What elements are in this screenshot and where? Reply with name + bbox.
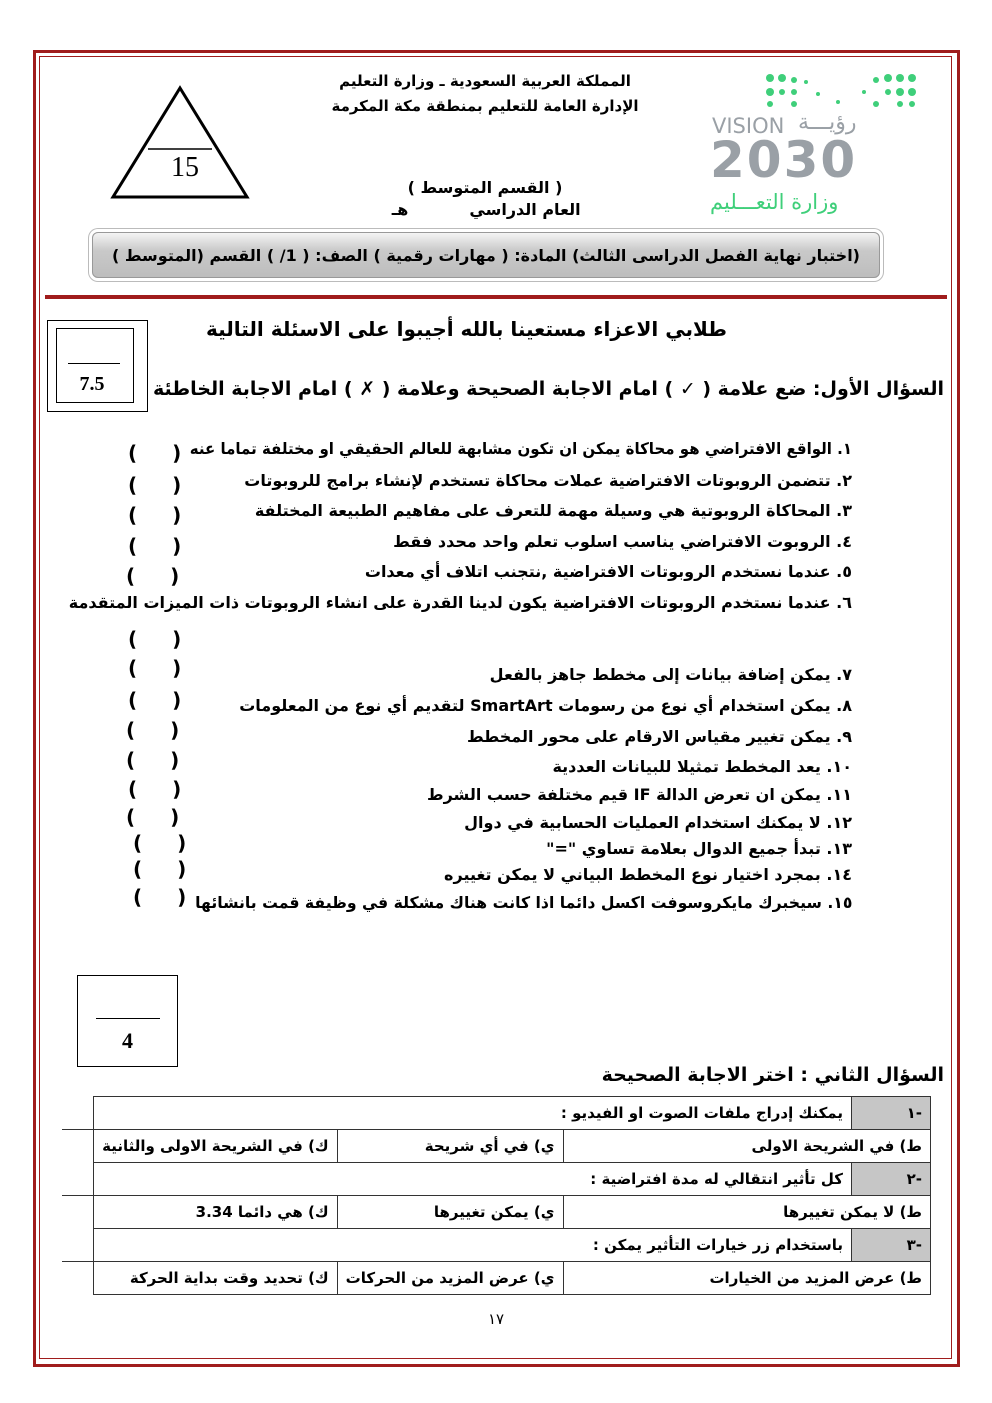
q1-item: ٧. يمكن إضافة بيانات إلى مخطط جاهز بالفعل	[489, 665, 852, 684]
page-number: ١٧	[487, 1310, 505, 1328]
q2-score-box	[77, 975, 178, 1067]
option-a[interactable]: ط) لا يمكن تغييرها	[563, 1196, 930, 1229]
options-row	[62, 1262, 931, 1295]
option-c[interactable]: ك) تحديد وقت بداية الحركة	[94, 1262, 338, 1295]
question-text: يمكنك إدراج ملفات الصوت او الفيديو :	[94, 1097, 852, 1130]
logo-ministry: وزارة التعـــليم	[710, 190, 839, 214]
year-suffix: هـ	[391, 200, 409, 219]
q1-item: ١٢. لا يمكنك استخدام العمليات الحسابية في دوال	[464, 813, 852, 832]
question-number: -١	[852, 1097, 931, 1130]
answer-parentheses[interactable]: ( )	[128, 777, 196, 801]
logo-ruya: رؤيـــة	[798, 110, 857, 135]
total-score: 15	[171, 152, 199, 183]
answer-parentheses[interactable]: ( )	[133, 857, 201, 881]
q1-title: السؤال الأول: ضع علامة ( ✓ ) امام الاجابة الصحيحة وعلامة ( ✗ ) امام الاجابة الخاطئة	[152, 378, 944, 400]
vision-2030-logo	[708, 70, 928, 220]
q1-item: ١٥. سيخبرك مايكروسوفت اكسل دائما اذا كانت هناك مشكلة في وظيفة قمت بانشائها	[194, 893, 852, 912]
exam-title-bar	[92, 232, 880, 278]
answer-parentheses[interactable]: ( )	[126, 805, 194, 829]
question-number: -٢	[852, 1163, 931, 1196]
answer-parentheses[interactable]: ( )	[126, 718, 194, 742]
answer-parentheses[interactable]: ( )	[128, 688, 196, 712]
year-label: العام الدراسي	[469, 200, 581, 219]
answer-parentheses[interactable]: ( )	[128, 627, 196, 651]
question-row	[62, 1229, 931, 1262]
q1-item: ١٣. تبدأ جميع الدوال بعلامة تساوي "="	[546, 839, 852, 858]
answer-parentheses[interactable]: ( )	[126, 748, 194, 772]
options-row	[62, 1196, 931, 1229]
option-b[interactable]: ي) في أي شريحة	[337, 1130, 563, 1163]
dots-icon	[708, 70, 928, 110]
option-c[interactable]: ك) هي دائما 3.34	[94, 1196, 338, 1229]
answer-parentheses[interactable]: ( )	[128, 656, 196, 680]
option-a[interactable]: ط) عرض المزيد من الخيارات	[563, 1262, 930, 1295]
logo-vision: VISION	[712, 114, 785, 138]
answer-parentheses[interactable]: ( )	[128, 473, 196, 497]
intro-text: طلابي الاعزاء مستعينا بالله أجيبوا على الاسئلة التالية	[205, 317, 727, 341]
q1-item: ٣. المحاكاة الروبوتية هي وسيلة مهمة للتعرف على مفاهيم الطبيعة المختلفة	[254, 501, 852, 520]
answer-parentheses[interactable]: ( )	[128, 441, 196, 465]
section-label: ( القسم المتوسط )	[407, 178, 563, 197]
header-line2: الإدارة العامة للتعليم بمنطقة مكة المكرمة	[331, 97, 639, 115]
exam-title: (اختبار نهاية الفصل الدراسى الثالث) المادة: ( مهارات رقمية ) الصف: ( 1/ ) القسم (المتوسط )	[112, 245, 860, 265]
q1-item: ٩. يمكن تغيير مقياس الارقام على محور المخطط	[467, 727, 852, 746]
q1-item: ٥. عندما نستخدم الروبوتات الافتراضية ,نتجنب اتلاف أي معدات	[364, 562, 852, 581]
question-text: كل تأثير انتقالي له مدة افتراضية :	[94, 1163, 852, 1196]
q2-title: السؤال الثاني : اختر الاجابة الصحيحة	[601, 1064, 944, 1086]
q1-item: ١٤. بمجرد اختيار نوع المخطط البياني لا يمكن تغييره	[444, 865, 852, 884]
q1-item: ٤. الروبوت الافتراضي يناسب اسلوب تعلم واحد محدد فقط	[393, 532, 852, 551]
options-row	[62, 1130, 931, 1163]
logo-year: 2030	[710, 131, 858, 189]
option-a[interactable]: ط) في الشريحة الاولى	[563, 1130, 930, 1163]
option-b[interactable]: ي) يمكن تغييرها	[337, 1196, 563, 1229]
answer-parentheses[interactable]: ( )	[128, 534, 196, 558]
q1-item: ٦. عندما نستخدم الروبوتات الافتراضية يكون لدينا القدرة على انشاء الروبوتات ذات الميزات المتقدمة	[68, 593, 852, 612]
divider	[45, 295, 947, 299]
question-number: -٣	[852, 1229, 931, 1262]
q1-item: ١. الواقع الافتراضي هو محاكاة يمكن ان تكون مشابهة للعالم الحقيقي او مختلفة تماما عنه	[189, 439, 852, 458]
option-b[interactable]: ي) عرض المزيد من الحركات	[337, 1262, 563, 1295]
option-c[interactable]: ك) في الشريحة الاولى والثانية	[94, 1130, 338, 1163]
answer-parentheses[interactable]: ( )	[126, 564, 194, 588]
q1-item: ١١. يمكن ان تعرض الدالة IF قيم مختلفة حسب الشرط	[426, 785, 852, 804]
question-row	[62, 1163, 931, 1196]
answer-parentheses[interactable]: ( )	[128, 503, 196, 527]
q1-score-box	[47, 320, 148, 412]
answer-parentheses[interactable]: ( )	[133, 831, 201, 855]
q1-item: ١٠. يعد المخطط تمثيلا للبيانات العددية	[552, 757, 852, 776]
q1-score: 7.5	[79, 373, 105, 395]
q2-table	[62, 1096, 931, 1295]
header-line1: المملكة العربية السعودية ـ وزارة التعليم	[339, 72, 631, 90]
q1-item: ٢. تتضمن الروبوتات الافتراضية عملات محاكاة تستخدم لإنشاء برامج للروبوتات	[244, 471, 852, 490]
q2-score: 4	[122, 1028, 133, 1053]
q1-item: ٨. يمكن استخدام أي نوع من رسومات SmartArt لتقديم أي نوع من المعلومات	[239, 696, 852, 715]
answer-parentheses[interactable]: ( )	[133, 885, 201, 909]
question-row	[62, 1097, 931, 1130]
question-text: باستخدام زر خيارات التأثير يمكن :	[94, 1229, 852, 1262]
